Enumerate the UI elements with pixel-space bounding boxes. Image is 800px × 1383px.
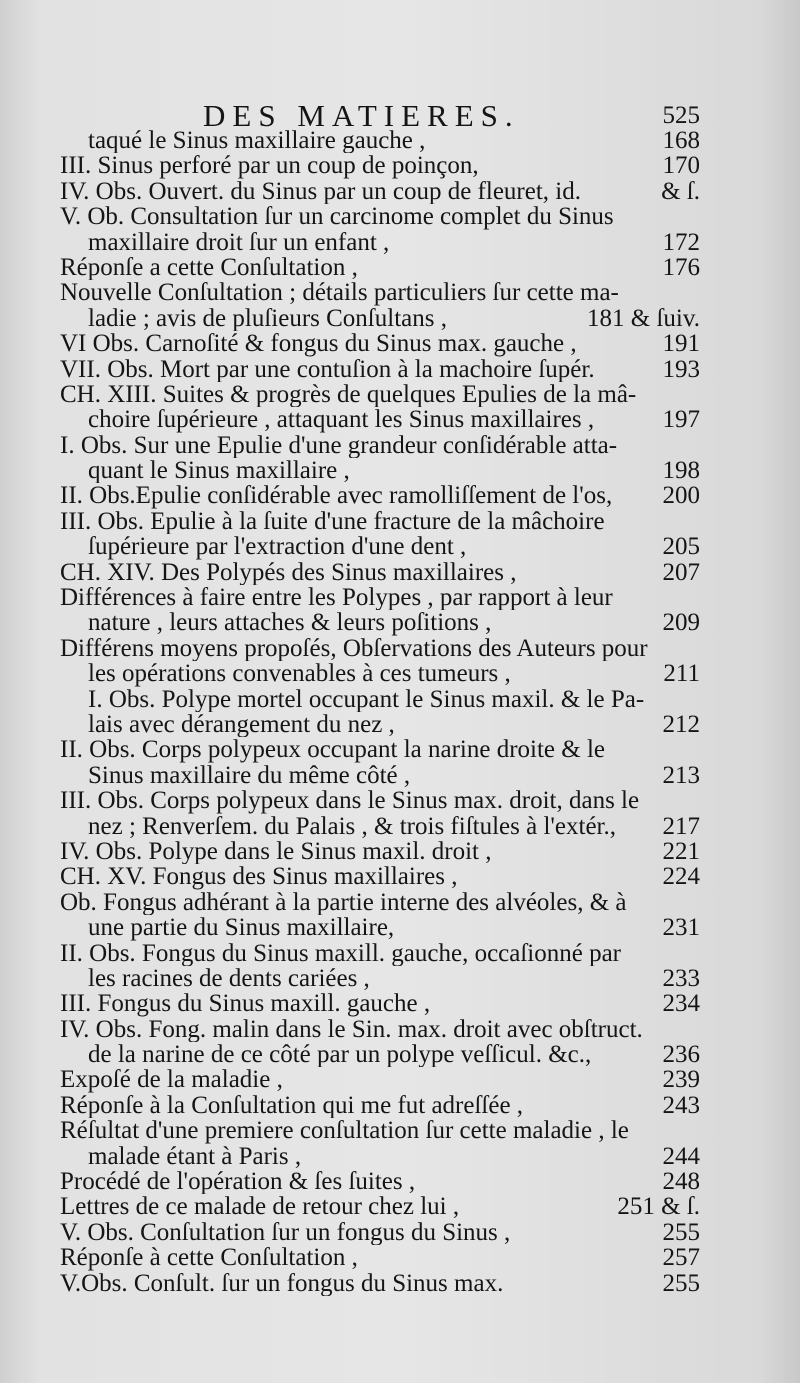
entry-text: II. Obs. Corps polypeux occupant la narine droite & le bbox=[60, 737, 605, 763]
entry-text: Expoſé de la maladie , bbox=[60, 1067, 283, 1093]
entry-text: V. Obs. Conſultation ſur un fongus du Sinus , bbox=[60, 1219, 511, 1246]
entry-page-ref: 211 bbox=[663, 661, 700, 687]
entry-text: CH. XIII. Suites & progrès de quelques Epulies de la mâ- bbox=[60, 381, 637, 408]
entry-text: Ob. Fongus adhérant à la partie interne des alvéoles, & à bbox=[60, 889, 627, 916]
entry-line bbox=[60, 1245, 700, 1270]
index-entry bbox=[60, 941, 700, 992]
entry-page-ref: 176 bbox=[662, 254, 700, 281]
entry-line bbox=[60, 128, 700, 153]
entry-page-ref: 255 bbox=[662, 1270, 700, 1296]
entry-page-ref: 236 bbox=[662, 1042, 700, 1068]
entry-line bbox=[60, 1169, 700, 1194]
entry-line bbox=[60, 1144, 700, 1169]
index-entry bbox=[60, 839, 700, 864]
entry-line bbox=[60, 179, 700, 204]
entry-text: CH. XIV. Des Polypés des Sinus maxillaires , bbox=[60, 559, 517, 586]
entry-page-ref: 221 bbox=[662, 838, 700, 865]
entry-page-ref: 168 bbox=[662, 128, 700, 154]
entry-text: I. Obs. Sur une Epulie d'une grandeur conſidérable atta- bbox=[60, 432, 618, 459]
index-entry bbox=[60, 1245, 700, 1270]
entry-page-ref: 172 bbox=[662, 229, 700, 255]
entry-line bbox=[60, 458, 700, 483]
entry-text: IV. Obs. Fong. malin dans le Sin. max. droit avec obſtruct. bbox=[60, 1016, 643, 1043]
index-entry bbox=[60, 509, 700, 560]
entry-text: Réponſe à la Conſultation qui me fut adreſſée , bbox=[60, 1092, 524, 1119]
entry-line bbox=[60, 1220, 700, 1245]
entry-text: Sinus maxillaire du même côté , bbox=[88, 762, 411, 789]
entry-line bbox=[60, 737, 700, 762]
index-entry bbox=[60, 1067, 700, 1092]
entry-line bbox=[60, 382, 700, 407]
entry-page-ref: 200 bbox=[662, 483, 700, 509]
entry-line bbox=[60, 585, 700, 610]
entry-text: III. Obs. Epulie à la ſuite d'une fracture de la mâchoire bbox=[60, 508, 605, 535]
entry-page-ref: 191 bbox=[662, 331, 700, 357]
entry-page-ref: 244 bbox=[662, 1143, 700, 1170]
index-entry bbox=[60, 991, 700, 1016]
entry-line bbox=[60, 204, 700, 229]
entry-text: IV. Obs. Ouvert. du Sinus par un coup de fleuret, id. bbox=[60, 178, 581, 205]
entry-page-ref: 212 bbox=[662, 711, 700, 738]
entry-page-ref: 181 & ſuiv. bbox=[587, 305, 700, 332]
index-entry bbox=[60, 585, 700, 636]
entry-text: ſupérieure par l'extraction d'une dent , bbox=[88, 534, 467, 560]
entry-text: CH. XV. Fongus des Sinus maxillaires , bbox=[60, 864, 458, 890]
entry-text: quant le Sinus maxillaire , bbox=[88, 458, 350, 484]
entry-text: une partie du Sinus maxillaire, bbox=[88, 915, 395, 941]
entry-line bbox=[60, 661, 700, 686]
entry-text: V. Ob. Consultation ſur un carcinome complet du Sinus bbox=[60, 204, 614, 230]
entry-page-ref: 234 bbox=[662, 991, 700, 1017]
entry-line bbox=[60, 814, 700, 839]
entry-line bbox=[60, 483, 700, 508]
entry-text: Lettres de ce malade de retour chez lui , bbox=[60, 1194, 460, 1220]
index-entry bbox=[60, 483, 700, 508]
entry-page-ref: 207 bbox=[662, 559, 700, 586]
entry-text: Différences à faire entre les Polypes , par rapport à leur bbox=[60, 585, 613, 611]
entry-line bbox=[60, 915, 700, 940]
header-page-number: 525 bbox=[662, 102, 700, 129]
entry-text: Différens moyens propoſés, Obſervations des Auteurs pour bbox=[60, 635, 648, 662]
entry-line bbox=[60, 407, 700, 432]
index-entry bbox=[60, 864, 700, 889]
index-entry bbox=[60, 204, 700, 255]
entry-line bbox=[60, 763, 700, 788]
entry-page-ref: 255 bbox=[662, 1219, 700, 1246]
entry-text: V.Obs. Conſult. ſur un fongus du Sinus max. bbox=[60, 1270, 504, 1296]
entry-text: III. Sinus perforé par un coup de poinçon, bbox=[60, 153, 479, 179]
entry-page-ref: & ſ. bbox=[661, 178, 700, 205]
entry-text: III. Fongus du Sinus maxill. gauche , bbox=[60, 991, 431, 1017]
index-entry bbox=[60, 1093, 700, 1118]
entry-text: II. Obs. Fongus du Sinus maxill. gauche, occaſionné par bbox=[60, 940, 622, 966]
index-entry bbox=[60, 1118, 700, 1169]
index-entry bbox=[60, 331, 700, 356]
entry-page-ref: 209 bbox=[662, 610, 700, 636]
entry-text: malade étant à Paris , bbox=[88, 1143, 302, 1170]
entry-text: les racines de dents cariées , bbox=[88, 965, 370, 992]
index-entry bbox=[60, 1271, 700, 1296]
entry-text: les opérations convenables à ces tumeurs , bbox=[88, 661, 511, 687]
entry-line bbox=[60, 1118, 700, 1143]
entry-page-ref: 217 bbox=[662, 813, 700, 839]
entry-line bbox=[60, 839, 700, 864]
entry-text: taqué le Sinus maxillaire gauche , bbox=[88, 128, 426, 154]
entry-text: lais avec dérangement du nez , bbox=[88, 711, 395, 738]
entry-text: VI Obs. Carnoſité & fongus du Sinus max. gauche , bbox=[60, 331, 577, 357]
index-entry bbox=[60, 1220, 700, 1245]
entry-line bbox=[60, 1093, 700, 1118]
entry-line bbox=[60, 712, 700, 737]
header-title: DES MATIERES. bbox=[203, 98, 520, 133]
entry-line bbox=[60, 610, 700, 635]
entry-line bbox=[60, 1017, 700, 1042]
entry-text: III. Obs. Corps polypeux dans le Sinus max. droit, dans le bbox=[60, 788, 640, 814]
index-entry bbox=[60, 788, 700, 839]
entry-line bbox=[60, 1271, 700, 1296]
index-entry bbox=[60, 357, 700, 382]
index-entry bbox=[60, 560, 700, 585]
entry-page-ref: 193 bbox=[662, 356, 700, 382]
index-entry bbox=[60, 255, 700, 280]
index-entry bbox=[60, 433, 700, 484]
entry-line bbox=[60, 1067, 700, 1092]
index-entry bbox=[60, 1017, 700, 1068]
entry-line bbox=[60, 230, 700, 255]
index-entries bbox=[60, 128, 700, 1296]
entry-page-ref: 224 bbox=[662, 864, 700, 890]
entry-line bbox=[60, 966, 700, 991]
entry-line bbox=[60, 509, 700, 534]
entry-line bbox=[60, 433, 700, 458]
entry-line bbox=[60, 941, 700, 966]
entry-line bbox=[60, 864, 700, 889]
entry-text: nez ; Renverſem. du Palais , & trois fiſtules à l'extér., bbox=[88, 813, 616, 839]
entry-line bbox=[60, 991, 700, 1016]
entry-line bbox=[60, 280, 700, 305]
entry-text: de la narine de ce côté par un polype veſſicul. &c., bbox=[88, 1042, 592, 1068]
entry-text: VII. Obs. Mort par une contuſion à la machoire ſupér. bbox=[60, 356, 595, 382]
entry-text: Réponſe a cette Conſultation , bbox=[60, 254, 358, 281]
index-entry bbox=[60, 280, 700, 331]
entry-page-ref: 205 bbox=[662, 534, 700, 560]
entry-text: choire ſupérieure , attaquant les Sinus maxillaires , bbox=[88, 407, 595, 433]
entry-page-ref: 251 & ſ. bbox=[617, 1194, 700, 1220]
entry-page-ref: 170 bbox=[662, 153, 700, 179]
entry-line bbox=[60, 1194, 700, 1219]
entry-line bbox=[60, 255, 700, 280]
entry-line bbox=[60, 788, 700, 813]
entry-line bbox=[60, 331, 700, 356]
entry-text: I. Obs. Polype mortel occupant le Sinus maxil. & le Pa- bbox=[88, 686, 645, 712]
entry-page-ref: 198 bbox=[662, 458, 700, 484]
entry-page-ref: 231 bbox=[662, 915, 700, 941]
entry-line bbox=[60, 534, 700, 559]
index-entry bbox=[60, 636, 700, 687]
entry-line bbox=[60, 153, 700, 178]
entry-line bbox=[60, 687, 700, 712]
entry-page-ref: 197 bbox=[662, 407, 700, 433]
entry-page-ref: 243 bbox=[662, 1092, 700, 1119]
entry-page-ref: 233 bbox=[662, 965, 700, 992]
entry-line bbox=[60, 560, 700, 585]
index-entry bbox=[60, 128, 700, 153]
index-entry bbox=[60, 179, 700, 204]
entry-line bbox=[60, 890, 700, 915]
entry-text: maxillaire droit ſur un enfant , bbox=[88, 229, 390, 255]
entry-text: Procédé de l'opération & ſes ſuites , bbox=[60, 1169, 416, 1195]
entry-line bbox=[60, 636, 700, 661]
index-entry bbox=[60, 382, 700, 433]
entry-page-ref: 248 bbox=[662, 1169, 700, 1195]
entry-line bbox=[60, 306, 700, 331]
entry-line bbox=[60, 1042, 700, 1067]
entry-page-ref: 213 bbox=[662, 762, 700, 789]
entry-text: Réſultat d'une premiere conſultation ſur cette maladie , le bbox=[60, 1118, 629, 1144]
index-entry bbox=[60, 890, 700, 941]
index-entry bbox=[60, 1169, 700, 1194]
entry-text: IV. Obs. Polype dans le Sinus maxil. droit , bbox=[60, 838, 492, 865]
entry-page-ref: 257 bbox=[662, 1245, 700, 1271]
entry-text: nature , leurs attaches & leurs poſitions , bbox=[88, 610, 492, 636]
entry-text: Nouvelle Conſultation ; détails particuliers ſur cette ma- bbox=[60, 280, 619, 306]
index-entry bbox=[60, 687, 700, 738]
entry-page-ref: 239 bbox=[662, 1067, 700, 1093]
entry-text: Réponſe à cette Conſultation , bbox=[60, 1245, 358, 1271]
entry-line bbox=[60, 357, 700, 382]
index-entry bbox=[60, 153, 700, 178]
index-entry bbox=[60, 737, 700, 788]
entry-text: ladie ; avis de pluſieurs Conſultans , bbox=[88, 305, 447, 332]
entry-text: II. Obs.Epulie conſidérable avec ramolliſſement de l'os, bbox=[60, 483, 613, 509]
index-entry bbox=[60, 1194, 700, 1219]
